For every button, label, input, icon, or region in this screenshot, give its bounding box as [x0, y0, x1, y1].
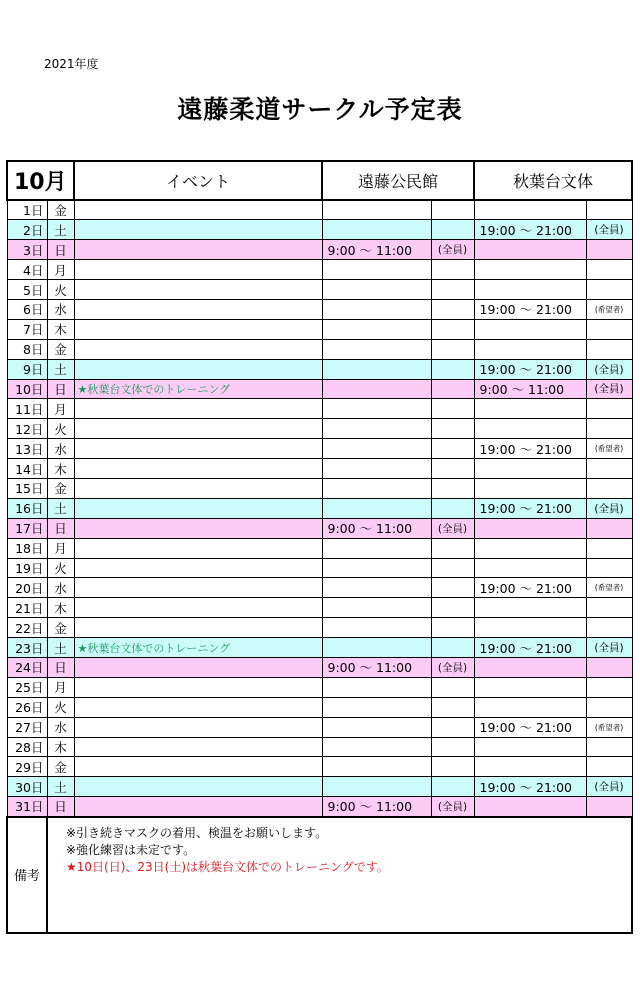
venue2-note-cell	[586, 240, 632, 260]
venue1-note-cell	[431, 339, 474, 359]
venue1-note-cell	[431, 419, 474, 439]
event-cell	[74, 419, 322, 439]
table-row	[7, 757, 632, 777]
venue2-time-cell	[474, 260, 586, 280]
venue1-time-cell	[322, 399, 431, 419]
venue2-note-cell	[586, 319, 632, 339]
venue2-time-cell: 19:00 ～ 21:00	[474, 578, 586, 598]
day-cell: 1日	[7, 200, 47, 220]
event-cell	[74, 598, 322, 618]
table-row	[7, 618, 632, 638]
venue2-time-cell	[474, 280, 586, 300]
weekday-cell: 金	[47, 618, 74, 638]
venue1-time-cell	[322, 478, 431, 498]
remark-line-1: ※引き続きマスクの着用、検温をお願いします。	[66, 825, 328, 840]
event-cell	[74, 757, 322, 777]
table-row	[7, 737, 632, 757]
day-cell: 5日	[7, 280, 47, 300]
venue2-note-cell	[586, 200, 632, 220]
day-cell: 30日	[7, 777, 47, 797]
venue2-header: 秋葉台文体	[474, 161, 632, 200]
venue2-note-cell: (全員)	[586, 359, 632, 379]
table-row	[7, 399, 632, 419]
venue2-note-cell: (全員)	[586, 777, 632, 797]
venue1-note-cell	[431, 260, 474, 280]
venue1-time-cell	[322, 280, 431, 300]
event-cell	[74, 578, 322, 598]
venue1-note-cell: (全員)	[431, 797, 474, 817]
venue2-time-cell	[474, 558, 586, 578]
day-cell: 19日	[7, 558, 47, 578]
weekday-cell: 日	[47, 518, 74, 538]
day-cell: 6日	[7, 299, 47, 319]
venue2-note-cell	[586, 339, 632, 359]
venue2-time-cell	[474, 319, 586, 339]
venue1-time-cell	[322, 777, 431, 797]
venue2-time-cell	[474, 419, 586, 439]
venue1-note-cell: (全員)	[431, 518, 474, 538]
event-cell	[74, 240, 322, 260]
venue1-time-cell	[322, 319, 431, 339]
table-row	[7, 717, 632, 737]
weekday-cell: 土	[47, 777, 74, 797]
event-cell	[74, 777, 322, 797]
venue2-time-cell	[474, 598, 586, 618]
weekday-cell: 水	[47, 299, 74, 319]
table-row	[7, 777, 632, 797]
venue2-note-cell: (全員)	[586, 379, 632, 399]
day-cell: 14日	[7, 459, 47, 479]
schedule-table	[6, 160, 633, 934]
venue2-note-cell	[586, 757, 632, 777]
weekday-cell: 木	[47, 459, 74, 479]
remark-line-3: ★10日(日)、23日(土)は秋葉台文体でのトレーニングです。	[66, 859, 389, 874]
venue1-note-cell	[431, 299, 474, 319]
day-cell: 20日	[7, 578, 47, 598]
day-cell: 12日	[7, 419, 47, 439]
venue1-time-cell	[322, 578, 431, 598]
weekday-cell: 日	[47, 240, 74, 260]
event-cell	[74, 797, 322, 817]
venue1-note-cell	[431, 498, 474, 518]
venue2-note-cell	[586, 280, 632, 300]
weekday-cell: 木	[47, 737, 74, 757]
day-cell: 9日	[7, 359, 47, 379]
table-row	[7, 498, 632, 518]
table-header-row	[7, 161, 632, 200]
venue2-note-cell: (全員)	[586, 498, 632, 518]
remarks-row	[7, 817, 632, 933]
day-cell: 26日	[7, 697, 47, 717]
weekday-cell: 木	[47, 598, 74, 618]
weekday-cell: 火	[47, 419, 74, 439]
weekday-cell: 金	[47, 757, 74, 777]
venue1-time-cell	[322, 459, 431, 479]
table-row	[7, 518, 632, 538]
day-cell: 13日	[7, 439, 47, 459]
month-header: 10月	[7, 161, 74, 200]
venue2-note-cell: (希望者)	[586, 439, 632, 459]
table-row	[7, 240, 632, 260]
venue2-time-cell	[474, 538, 586, 558]
event-cell	[74, 498, 322, 518]
venue2-time-cell	[474, 518, 586, 538]
table-row	[7, 638, 632, 658]
event-cell	[74, 538, 322, 558]
day-cell: 11日	[7, 399, 47, 419]
table-row	[7, 379, 632, 399]
day-cell: 8日	[7, 339, 47, 359]
day-cell: 24日	[7, 657, 47, 677]
table-row	[7, 657, 632, 677]
venue2-note-cell	[586, 260, 632, 280]
venue2-time-cell: 19:00 ～ 21:00	[474, 638, 586, 658]
venue1-note-cell	[431, 359, 474, 379]
venue1-time-cell: 9:00 ～ 11:00	[322, 797, 431, 817]
venue1-time-cell	[322, 677, 431, 697]
venue1-time-cell	[322, 717, 431, 737]
table-row	[7, 478, 632, 498]
table-row	[7, 677, 632, 697]
venue1-note-cell	[431, 399, 474, 419]
venue2-time-cell	[474, 200, 586, 220]
weekday-cell: 水	[47, 717, 74, 737]
table-row	[7, 280, 632, 300]
venue1-note-cell	[431, 558, 474, 578]
venue1-time-cell	[322, 359, 431, 379]
weekday-cell: 日	[47, 657, 74, 677]
venue1-note-cell	[431, 319, 474, 339]
venue2-time-cell	[474, 677, 586, 697]
venue2-time-cell: 19:00 ～ 21:00	[474, 220, 586, 240]
venue1-note-cell	[431, 478, 474, 498]
venue1-time-cell	[322, 498, 431, 518]
weekday-cell: 金	[47, 339, 74, 359]
venue1-time-cell	[322, 618, 431, 638]
venue1-time-cell	[322, 757, 431, 777]
event-cell	[74, 697, 322, 717]
venue1-time-cell	[322, 200, 431, 220]
event-cell	[74, 459, 322, 479]
event-cell	[74, 319, 322, 339]
venue1-note-cell	[431, 459, 474, 479]
weekday-cell: 金	[47, 200, 74, 220]
venue2-time-cell: 19:00 ～ 21:00	[474, 717, 586, 737]
table-row	[7, 439, 632, 459]
fiscal-year: 2021年度	[44, 57, 99, 71]
venue1-time-cell	[322, 638, 431, 658]
venue2-time-cell: 19:00 ～ 21:00	[474, 299, 586, 319]
weekday-cell: 木	[47, 319, 74, 339]
day-cell: 21日	[7, 598, 47, 618]
venue1-time-cell: 9:00 ～ 11:00	[322, 240, 431, 260]
venue2-note-cell	[586, 797, 632, 817]
venue2-note-cell	[586, 478, 632, 498]
event-header: イベント	[74, 161, 322, 200]
venue1-time-cell	[322, 379, 431, 399]
weekday-cell: 土	[47, 359, 74, 379]
venue2-time-cell	[474, 478, 586, 498]
day-cell: 2日	[7, 220, 47, 240]
venue1-note-cell	[431, 280, 474, 300]
event-cell	[74, 399, 322, 419]
venue2-time-cell: 9:00 ～ 11:00	[474, 379, 586, 399]
venue1-note-cell	[431, 578, 474, 598]
remark-line-2: ※強化練習は未定です。	[66, 842, 196, 857]
venue1-note-cell	[431, 379, 474, 399]
venue2-note-cell: (希望者)	[586, 717, 632, 737]
venue1-note-cell: (全員)	[431, 657, 474, 677]
venue1-note-cell	[431, 777, 474, 797]
venue1-note-cell	[431, 200, 474, 220]
remarks-body	[47, 817, 632, 933]
day-cell: 18日	[7, 538, 47, 558]
venue2-time-cell	[474, 757, 586, 777]
venue2-time-cell: 19:00 ～ 21:00	[474, 439, 586, 459]
venue1-note-cell: (全員)	[431, 240, 474, 260]
venue2-time-cell	[474, 737, 586, 757]
venue1-time-cell	[322, 339, 431, 359]
remarks-label: 備考	[7, 817, 47, 933]
venue2-note-cell	[586, 598, 632, 618]
venue2-note-cell	[586, 538, 632, 558]
venue2-time-cell: 19:00 ～ 21:00	[474, 498, 586, 518]
venue2-note-cell: (希望者)	[586, 299, 632, 319]
weekday-cell: 土	[47, 498, 74, 518]
event-cell	[74, 478, 322, 498]
event-cell	[74, 737, 322, 757]
venue1-time-cell	[322, 419, 431, 439]
table-row	[7, 538, 632, 558]
venue2-time-cell: 19:00 ～ 21:00	[474, 359, 586, 379]
venue2-note-cell	[586, 558, 632, 578]
day-cell: 28日	[7, 737, 47, 757]
table-row	[7, 697, 632, 717]
venue2-note-cell	[586, 737, 632, 757]
event-cell	[74, 260, 322, 280]
day-cell: 31日	[7, 797, 47, 817]
venue1-time-cell	[322, 220, 431, 240]
venue2-time-cell	[474, 697, 586, 717]
day-cell: 29日	[7, 757, 47, 777]
table-row	[7, 319, 632, 339]
table-row	[7, 578, 632, 598]
venue1-time-cell	[322, 697, 431, 717]
event-cell: ★秋葉台文体でのトレーニング	[74, 638, 322, 658]
venue2-note-cell	[586, 618, 632, 638]
event-cell	[74, 518, 322, 538]
weekday-cell: 月	[47, 538, 74, 558]
table-row	[7, 260, 632, 280]
weekday-cell: 日	[47, 379, 74, 399]
day-cell: 25日	[7, 677, 47, 697]
event-cell	[74, 677, 322, 697]
venue1-note-cell	[431, 618, 474, 638]
venue1-time-cell: 9:00 ～ 11:00	[322, 657, 431, 677]
day-cell: 4日	[7, 260, 47, 280]
table-row	[7, 200, 632, 220]
weekday-cell: 水	[47, 578, 74, 598]
venue2-note-cell	[586, 697, 632, 717]
venue2-note-cell	[586, 459, 632, 479]
venue2-time-cell	[474, 459, 586, 479]
weekday-cell: 火	[47, 558, 74, 578]
event-cell	[74, 299, 322, 319]
venue2-time-cell	[474, 618, 586, 638]
table-row	[7, 299, 632, 319]
venue1-note-cell	[431, 220, 474, 240]
day-cell: 27日	[7, 717, 47, 737]
venue2-time-cell	[474, 657, 586, 677]
venue1-time-cell	[322, 299, 431, 319]
day-cell: 23日	[7, 638, 47, 658]
venue1-time-cell	[322, 260, 431, 280]
day-cell: 17日	[7, 518, 47, 538]
venue1-time-cell: 9:00 ～ 11:00	[322, 518, 431, 538]
table-row	[7, 220, 632, 240]
venue2-time-cell: 19:00 ～ 21:00	[474, 777, 586, 797]
venue2-note-cell	[586, 419, 632, 439]
venue1-time-cell	[322, 558, 431, 578]
venue1-note-cell	[431, 677, 474, 697]
venue2-note-cell	[586, 677, 632, 697]
table-row	[7, 598, 632, 618]
day-cell: 15日	[7, 478, 47, 498]
event-cell	[74, 200, 322, 220]
day-cell: 10日	[7, 379, 47, 399]
venue2-note-cell: (全員)	[586, 638, 632, 658]
event-cell	[74, 359, 322, 379]
day-cell: 16日	[7, 498, 47, 518]
event-cell	[74, 657, 322, 677]
weekday-cell: 月	[47, 677, 74, 697]
table-row	[7, 419, 632, 439]
event-cell: ★秋葉台文体でのトレーニング	[74, 379, 322, 399]
day-cell: 7日	[7, 319, 47, 339]
weekday-cell: 月	[47, 260, 74, 280]
venue1-time-cell	[322, 439, 431, 459]
table-row	[7, 797, 632, 817]
venue2-time-cell	[474, 797, 586, 817]
venue2-note-cell	[586, 657, 632, 677]
weekday-cell: 水	[47, 439, 74, 459]
event-cell	[74, 618, 322, 638]
venue1-header: 遠藤公民館	[322, 161, 474, 200]
venue2-time-cell	[474, 399, 586, 419]
day-cell: 22日	[7, 618, 47, 638]
weekday-cell: 金	[47, 478, 74, 498]
venue1-time-cell	[322, 538, 431, 558]
event-cell	[74, 717, 322, 737]
venue2-note-cell: (希望者)	[586, 578, 632, 598]
venue1-time-cell	[322, 598, 431, 618]
venue2-note-cell	[586, 399, 632, 419]
weekday-cell: 火	[47, 697, 74, 717]
day-cell: 3日	[7, 240, 47, 260]
venue1-note-cell	[431, 638, 474, 658]
venue1-note-cell	[431, 598, 474, 618]
venue2-time-cell	[474, 339, 586, 359]
weekday-cell: 火	[47, 280, 74, 300]
table-row	[7, 339, 632, 359]
weekday-cell: 土	[47, 638, 74, 658]
venue1-note-cell	[431, 757, 474, 777]
venue1-note-cell	[431, 697, 474, 717]
page-title: 遠藤柔道サークル予定表	[177, 95, 463, 124]
table-row	[7, 359, 632, 379]
venue1-note-cell	[431, 538, 474, 558]
event-cell	[74, 339, 322, 359]
venue1-note-cell	[431, 737, 474, 757]
venue2-note-cell	[586, 518, 632, 538]
venue1-note-cell	[431, 717, 474, 737]
event-cell	[74, 220, 322, 240]
event-cell	[74, 280, 322, 300]
event-cell	[74, 558, 322, 578]
venue2-note-cell: (全員)	[586, 220, 632, 240]
venue1-note-cell	[431, 439, 474, 459]
venue1-time-cell	[322, 737, 431, 757]
table-row	[7, 558, 632, 578]
weekday-cell: 日	[47, 797, 74, 817]
weekday-cell: 月	[47, 399, 74, 419]
event-cell	[74, 439, 322, 459]
table-row	[7, 459, 632, 479]
weekday-cell: 土	[47, 220, 74, 240]
venue2-time-cell	[474, 240, 586, 260]
